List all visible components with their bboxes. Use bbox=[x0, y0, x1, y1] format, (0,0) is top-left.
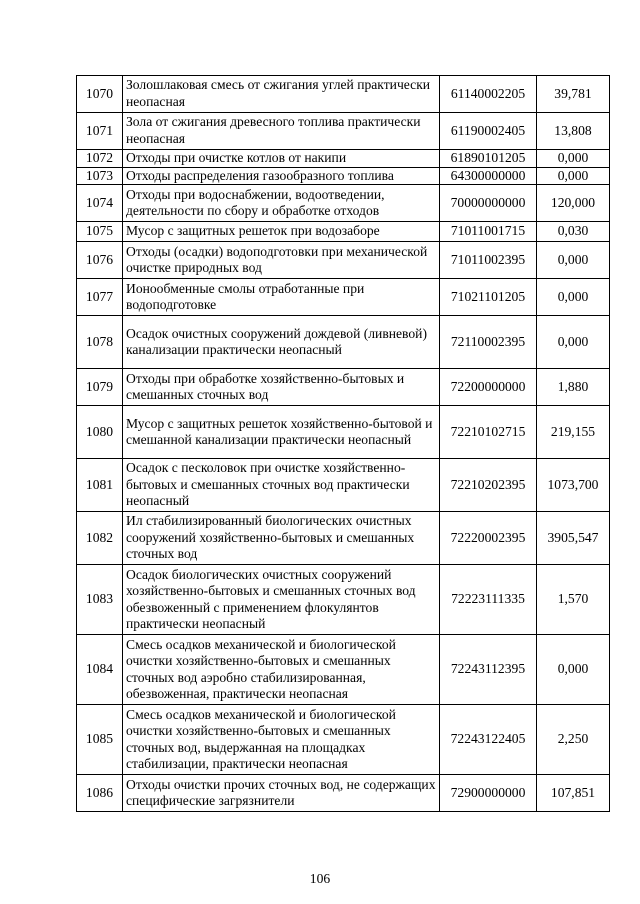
fkko-code-cell: 72243122405 bbox=[440, 705, 537, 775]
amount-cell: 107,851 bbox=[537, 775, 610, 812]
table-row bbox=[77, 76, 610, 113]
waste-table-body bbox=[77, 76, 610, 812]
waste-name-cell: Отходы при очистке котлов от накипи bbox=[123, 150, 440, 168]
table-row bbox=[77, 222, 610, 242]
fkko-code-cell: 71011001715 bbox=[440, 222, 537, 242]
fkko-code-cell: 72210202395 bbox=[440, 459, 537, 512]
waste-name-cell: Отходы (осадки) водоподготовки при механической очистке природных вод bbox=[123, 242, 440, 279]
waste-name-cell: Смесь осадков механической и биологической очистки хозяйственно-бытовых и смешанных сточных вод, выдержанная на площадках стабилизации, практически неопасная bbox=[123, 705, 440, 775]
waste-name-cell: Отходы при обработке хозяйственно-бытовых и смешанных сточных вод bbox=[123, 369, 440, 406]
waste-name-cell: Золошлаковая смесь от сжигания углей практически неопасная bbox=[123, 76, 440, 113]
fkko-code-cell: 72110002395 bbox=[440, 316, 537, 369]
waste-name-cell: Мусор с защитных решеток при водозаборе bbox=[123, 222, 440, 242]
row-number-cell: 1083 bbox=[77, 565, 123, 635]
amount-cell: 0,000 bbox=[537, 150, 610, 168]
waste-name-cell: Осадок очистных сооружений дождевой (ливневой) канализации практически неопасный bbox=[123, 316, 440, 369]
row-number-cell: 1075 bbox=[77, 222, 123, 242]
waste-name-cell: Осадок с песколовок при очистке хозяйственно-бытовых и смешанных сточных вод практически неопасный bbox=[123, 459, 440, 512]
row-number-cell: 1081 bbox=[77, 459, 123, 512]
table-row bbox=[77, 242, 610, 279]
table-row bbox=[77, 406, 610, 459]
table-row bbox=[77, 459, 610, 512]
amount-cell: 0,000 bbox=[537, 242, 610, 279]
waste-name-cell: Ил стабилизированный биологических очистных сооружений хозяйственно-бытовых и смешанных сточных вод bbox=[123, 512, 440, 565]
row-number-cell: 1082 bbox=[77, 512, 123, 565]
fkko-code-cell: 72223111335 bbox=[440, 565, 537, 635]
row-number-cell: 1079 bbox=[77, 369, 123, 406]
row-number-cell: 1078 bbox=[77, 316, 123, 369]
table-row bbox=[77, 113, 610, 150]
table-row bbox=[77, 279, 610, 316]
table-row bbox=[77, 565, 610, 635]
amount-cell: 0,000 bbox=[537, 316, 610, 369]
amount-cell: 0,000 bbox=[537, 279, 610, 316]
row-number-cell: 1084 bbox=[77, 635, 123, 705]
row-number-cell: 1077 bbox=[77, 279, 123, 316]
row-number-cell: 1072 bbox=[77, 150, 123, 168]
table-row bbox=[77, 167, 610, 185]
table-row bbox=[77, 369, 610, 406]
table-row bbox=[77, 705, 610, 775]
row-number-cell: 1074 bbox=[77, 185, 123, 222]
row-number-cell: 1086 bbox=[77, 775, 123, 812]
table-row bbox=[77, 775, 610, 812]
amount-cell: 219,155 bbox=[537, 406, 610, 459]
row-number-cell: 1085 bbox=[77, 705, 123, 775]
fkko-code-cell: 70000000000 bbox=[440, 185, 537, 222]
waste-table bbox=[76, 75, 610, 812]
waste-name-cell: Мусор с защитных решеток хозяйственно-бытовой и смешанной канализации практически неопасный bbox=[123, 406, 440, 459]
fkko-code-cell: 71011002395 bbox=[440, 242, 537, 279]
amount-cell: 0,000 bbox=[537, 635, 610, 705]
row-number-cell: 1070 bbox=[77, 76, 123, 113]
waste-name-cell: Осадок биологических очистных сооружений хозяйственно-бытовых и смешанных сточных вод обезвоженный с применением флокулянтов практически неопасный bbox=[123, 565, 440, 635]
table-row bbox=[77, 512, 610, 565]
row-number-cell: 1076 bbox=[77, 242, 123, 279]
table-row bbox=[77, 185, 610, 222]
fkko-code-cell: 72243112395 bbox=[440, 635, 537, 705]
amount-cell: 13,808 bbox=[537, 113, 610, 150]
fkko-code-cell: 61890101205 bbox=[440, 150, 537, 168]
amount-cell: 1,880 bbox=[537, 369, 610, 406]
waste-name-cell: Ионообменные смолы отработанные при водоподготовке bbox=[123, 279, 440, 316]
waste-name-cell: Зола от сжигания древесного топлива практически неопасная bbox=[123, 113, 440, 150]
fkko-code-cell: 72200000000 bbox=[440, 369, 537, 406]
waste-name-cell: Отходы при водоснабжении, водоотведении, деятельности по сбору и обработке отходов bbox=[123, 185, 440, 222]
fkko-code-cell: 61140002205 bbox=[440, 76, 537, 113]
amount-cell: 1073,700 bbox=[537, 459, 610, 512]
amount-cell: 3905,547 bbox=[537, 512, 610, 565]
amount-cell: 1,570 bbox=[537, 565, 610, 635]
table-row bbox=[77, 316, 610, 369]
row-number-cell: 1073 bbox=[77, 167, 123, 185]
table-row bbox=[77, 150, 610, 168]
row-number-cell: 1071 bbox=[77, 113, 123, 150]
amount-cell: 0,000 bbox=[537, 167, 610, 185]
fkko-code-cell: 71021101205 bbox=[440, 279, 537, 316]
fkko-code-cell: 72210102715 bbox=[440, 406, 537, 459]
amount-cell: 0,030 bbox=[537, 222, 610, 242]
fkko-code-cell: 72900000000 bbox=[440, 775, 537, 812]
waste-name-cell: Отходы распределения газообразного топлива bbox=[123, 167, 440, 185]
page-number: 106 bbox=[309, 871, 331, 886]
fkko-code-cell: 64300000000 bbox=[440, 167, 537, 185]
fkko-code-cell: 61190002405 bbox=[440, 113, 537, 150]
fkko-code-cell: 72220002395 bbox=[440, 512, 537, 565]
waste-name-cell: Отходы очистки прочих сточных вод, не содержащих специфические загрязнители bbox=[123, 775, 440, 812]
amount-cell: 2,250 bbox=[537, 705, 610, 775]
waste-name-cell: Смесь осадков механической и биологической очистки хозяйственно-бытовых и смешанных сточных вод аэробно стабилизированная, обезвоженная, практически неопасная bbox=[123, 635, 440, 705]
amount-cell: 120,000 bbox=[537, 185, 610, 222]
table-row bbox=[77, 635, 610, 705]
row-number-cell: 1080 bbox=[77, 406, 123, 459]
amount-cell: 39,781 bbox=[537, 76, 610, 113]
